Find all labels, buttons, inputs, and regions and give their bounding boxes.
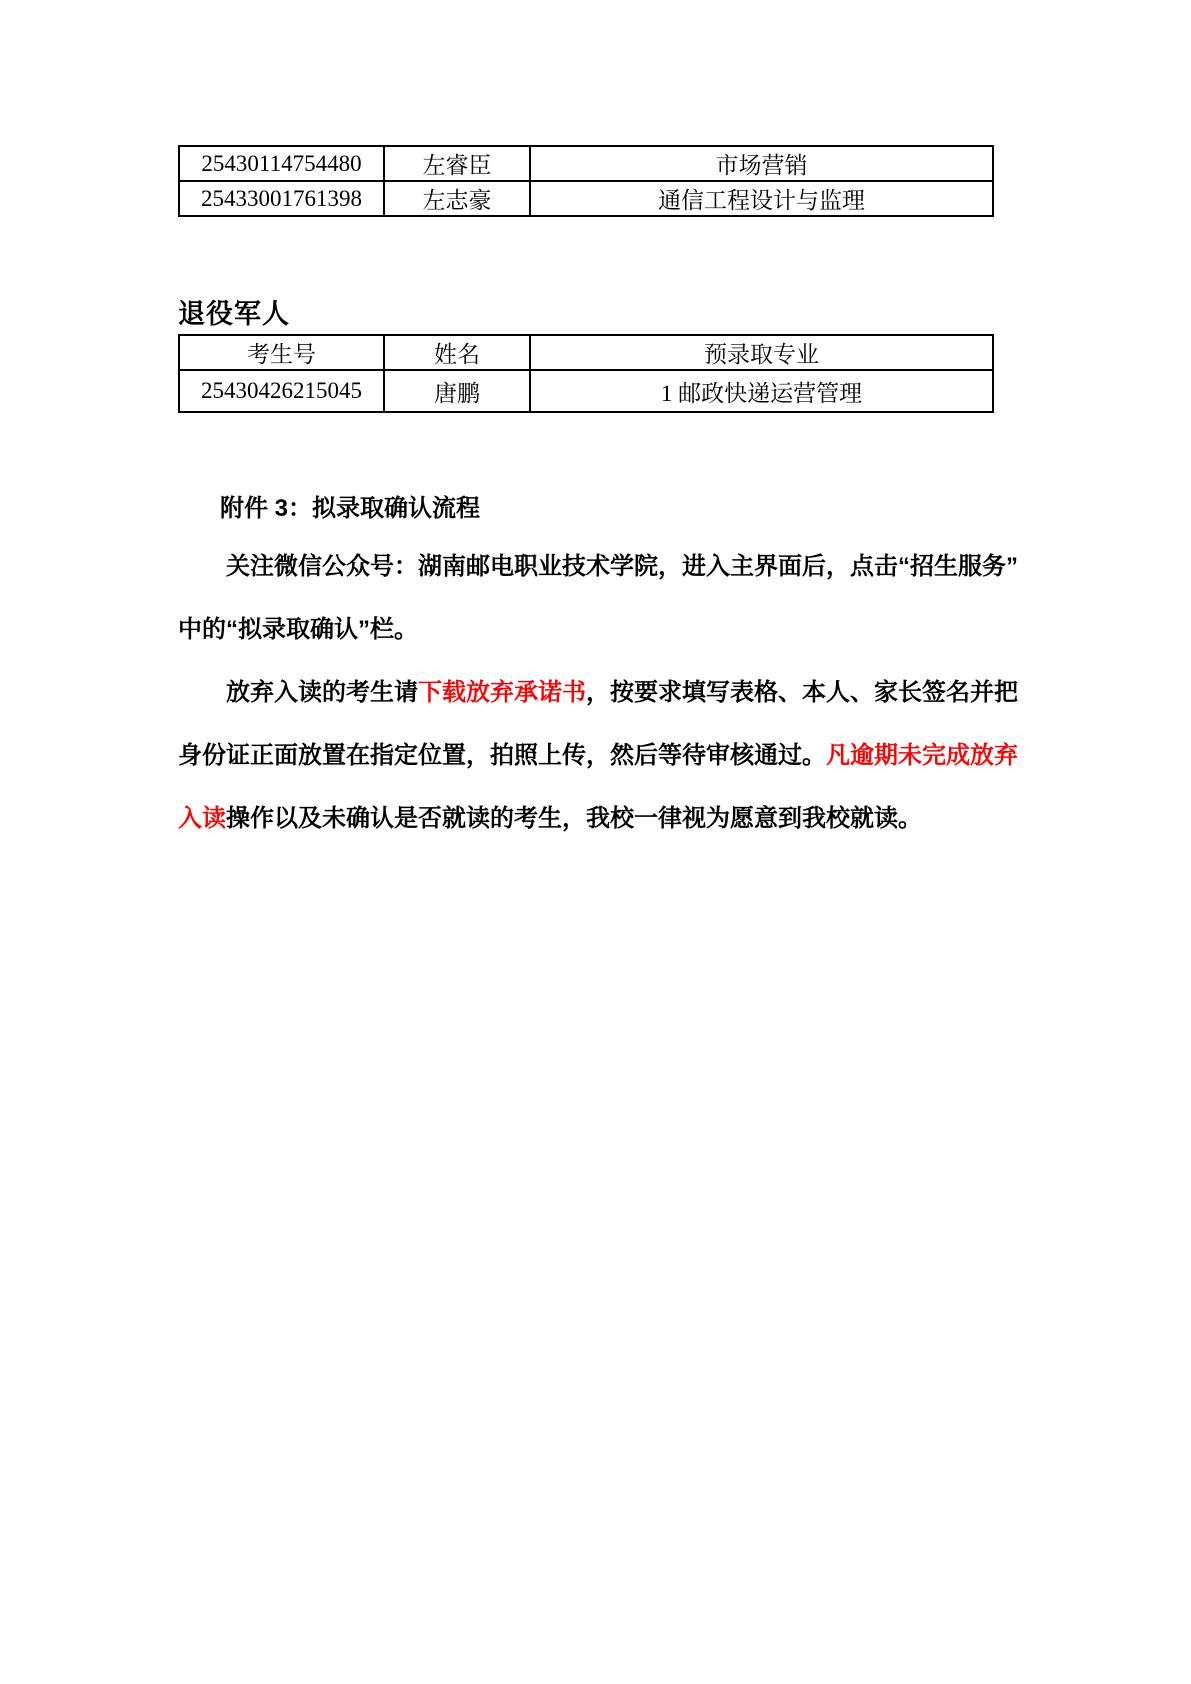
table-row	[179, 146, 993, 181]
paragraph2-line1	[178, 677, 1038, 709]
download-waiver-notice-red-text: 下载放弃承诺书	[418, 679, 586, 706]
paragraph2-line1-text2: ，按要求填写表格、本人、家长签名并把	[586, 679, 1018, 706]
cell-candidate-no: 25433001761398	[179, 181, 384, 216]
overdue-warning-red-text: 凡逾期未完成放弃	[826, 742, 1018, 769]
cell-candidate-no: 25430426215045	[179, 370, 384, 412]
paragraph1-line1: 关注微信公众号：湖南邮电职业技术学院，进入主界面后，点击“招生服务”	[226, 553, 1018, 580]
overdue-warning-red-text-continued: 入读	[178, 805, 226, 832]
attachment-3-heading: 附件 3：拟录取确认流程	[220, 495, 481, 522]
cell-name: 左志豪	[384, 181, 530, 216]
cell-major: 1 邮政快递运营管理	[530, 370, 993, 412]
cell-name: 左睿臣	[384, 146, 530, 181]
cell-major: 市场营销	[530, 146, 993, 181]
veterans-admission-table	[178, 334, 994, 413]
cell-candidate-no: 25430114754480	[179, 146, 384, 181]
paragraph2-line2	[178, 740, 1038, 772]
cell-name: 唐鹏	[384, 370, 530, 412]
paragraph2-line3-text: 操作以及未确认是否就读的考生，我校一律视为愿意到我校就读。	[226, 805, 922, 832]
paragraph2-line3	[178, 803, 1038, 835]
cell-major: 通信工程设计与监理	[530, 181, 993, 216]
paragraph2-line1-text1: 放弃入读的考生请	[226, 679, 418, 706]
paragraph2-line2-text: 身份证正面放置在指定位置，拍照上传，然后等待审核通过。	[178, 742, 826, 769]
admission-list-table-continued	[178, 145, 994, 217]
table-row	[179, 181, 993, 216]
veterans-section-heading: 退役军人	[178, 299, 290, 329]
table-header-row	[179, 335, 993, 370]
header-major: 预录取专业	[530, 335, 993, 370]
header-name: 姓名	[384, 335, 530, 370]
table-row	[179, 370, 993, 412]
paragraph1-line2: 中的“拟录取确认”栏。	[178, 616, 418, 643]
header-candidate-no: 考生号	[179, 335, 384, 370]
